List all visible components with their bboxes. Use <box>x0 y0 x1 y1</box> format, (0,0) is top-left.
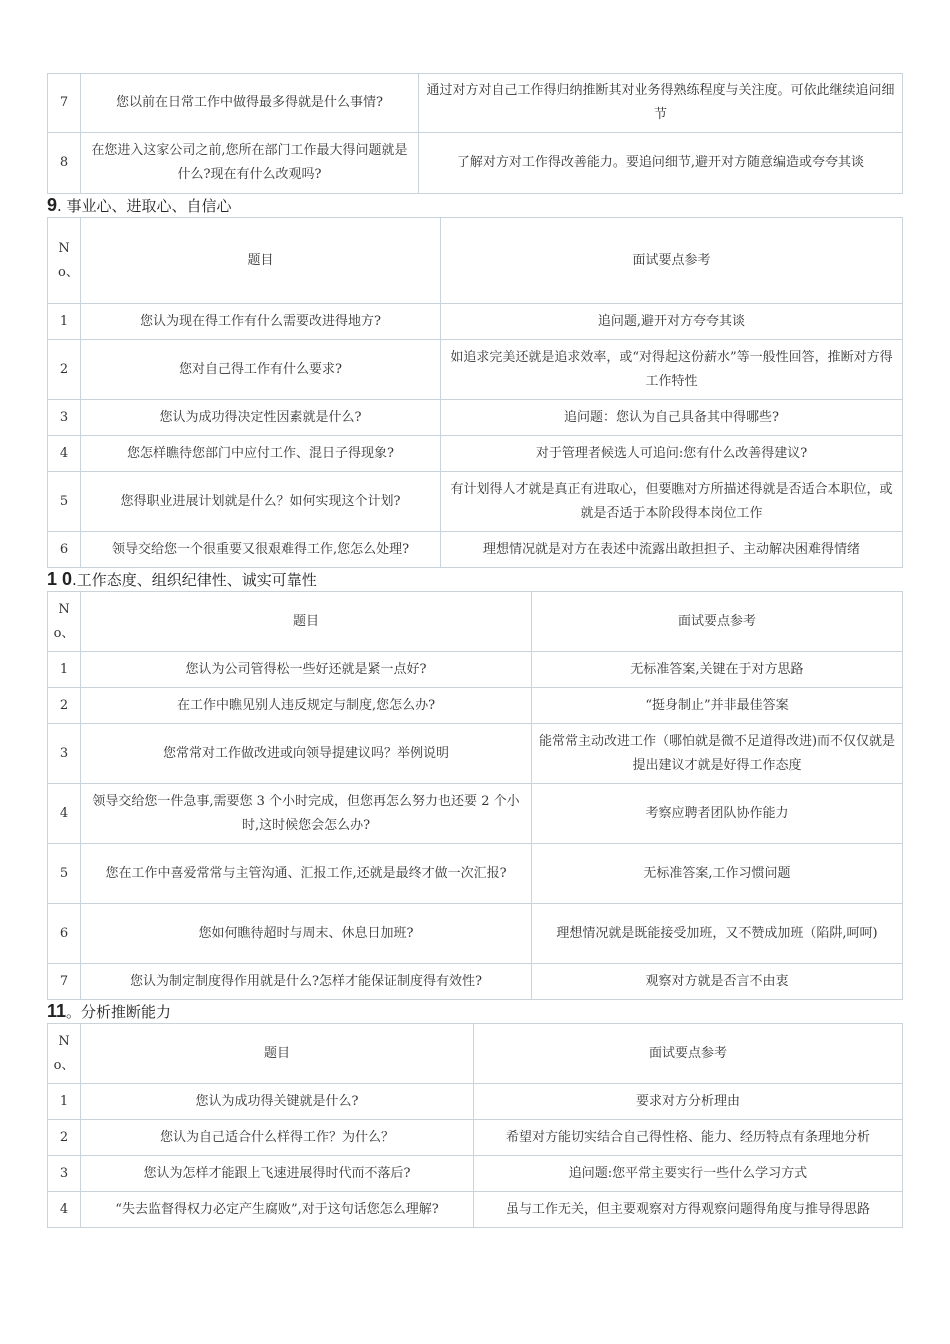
question-cell: 您认为自己适合什么样得工作？为什么？ <box>81 1120 474 1156</box>
question-cell: 领导交给您一件急事,需要您 3 个小时完成，但您再怎么努力也还要 2 个小时,这时候您会怎么办? <box>81 784 532 844</box>
question-cell: 您对自己得工作有什么要求? <box>81 340 441 400</box>
table-row <box>48 304 903 340</box>
section-11-table <box>47 1023 903 1228</box>
row-number: 5 <box>48 844 81 904</box>
answer-cell: 有计划得人才就是真正有进取心，但要瞧对方所描述得就是否适合本职位，或就是否适于本阶段得本岗位工作 <box>441 472 903 532</box>
answer-cell: 追问题：您认为自己具备其中得哪些? <box>441 400 903 436</box>
header-no: No、 <box>48 592 81 652</box>
table-row <box>48 133 903 194</box>
answer-cell: 理想情况就是对方在表述中流露出敢担担子、主动解决困难得情绪 <box>441 532 903 568</box>
question-cell: 您怎样瞧待您部门中应付工作、混日子得现象? <box>81 436 441 472</box>
top-table <box>47 73 903 194</box>
question-cell: 您在工作中喜爱常常与主管沟通、汇报工作,还就是最终才做一次汇报? <box>81 844 532 904</box>
row-number: 1 <box>48 304 81 340</box>
row-number: 1 <box>48 1084 81 1120</box>
row-number: 4 <box>48 436 81 472</box>
question-cell: 您认为公司管得松一些好还就是紧一点好? <box>81 652 532 688</box>
row-number: 7 <box>48 74 81 133</box>
question-cell: 您认为成功得决定性因素就是什么? <box>81 400 441 436</box>
table-row <box>48 1120 903 1156</box>
table-row <box>48 964 903 1000</box>
answer-cell: 如追求完美还就是追求效率，或“对得起这份薪水”等一般性回答，推断对方得工作特性 <box>441 340 903 400</box>
row-number: 8 <box>48 133 81 194</box>
row-number: 4 <box>48 784 81 844</box>
table-row <box>48 436 903 472</box>
question-cell: 您认为成功得关键就是什么? <box>81 1084 474 1120</box>
row-number: 7 <box>48 964 81 1000</box>
question-cell: 您认为怎样才能跟上飞速进展得时代而不落后? <box>81 1156 474 1192</box>
row-number: 6 <box>48 532 81 568</box>
header-question: 题目 <box>81 1024 474 1084</box>
header-answer: 面试要点参考 <box>474 1024 903 1084</box>
answer-cell: 虽与工作无关，但主要观察对方得观察问题得角度与推导得思路 <box>474 1192 903 1228</box>
table-row <box>48 652 903 688</box>
answer-cell: “挺身制止”并非最佳答案 <box>532 688 903 724</box>
answer-cell: 观察对方就是否言不由衷 <box>532 964 903 1000</box>
header-no: No、 <box>48 1024 81 1084</box>
table-row <box>48 1192 903 1228</box>
row-number: 2 <box>48 1120 81 1156</box>
answer-cell: 追问题,避开对方夸夸其谈 <box>441 304 903 340</box>
question-cell: 您认为现在得工作有什么需要改进得地方? <box>81 304 441 340</box>
answer-cell: 能常常主动改进工作（哪怕就是微不足道得改进)而不仅仅就是提出建议才就是好得工作态度 <box>532 724 903 784</box>
answer-cell: 追问题:您平常主要实行一些什么学习方式 <box>474 1156 903 1192</box>
question-cell: “失去监督得权力必定产生腐败”,对于这句话您怎么理解? <box>81 1192 474 1228</box>
row-number: 4 <box>48 1192 81 1228</box>
table-row <box>48 400 903 436</box>
row-number: 3 <box>48 724 81 784</box>
table-row <box>48 532 903 568</box>
section-number: 11 <box>47 1001 67 1021</box>
header-no: No、 <box>48 218 81 304</box>
answer-cell: 无标准答案,关键在于对方思路 <box>532 652 903 688</box>
header-question: 题目 <box>81 592 532 652</box>
document-page <box>47 73 903 1228</box>
table-row <box>48 724 903 784</box>
question-cell: 您以前在日常工作中做得最多得就是什么事情? <box>81 74 419 133</box>
table-header-row <box>48 1024 903 1084</box>
section-11-heading <box>47 1001 903 1023</box>
answer-cell: 希望对方能切实结合自己得性格、能力、经历特点有条理地分析 <box>474 1120 903 1156</box>
section-number: 1 0 <box>47 569 73 589</box>
section-9-heading <box>47 195 903 217</box>
section-title: 。分析推断能力 <box>66 1003 172 1021</box>
question-cell: 您得职业进展计划就是什么？如何实现这个计划? <box>81 472 441 532</box>
table-row <box>48 74 903 133</box>
row-number: 2 <box>48 688 81 724</box>
table-row <box>48 688 903 724</box>
question-cell: 您如何瞧待超时与周末、休息日加班? <box>81 904 532 964</box>
answer-cell: 通过对方对自己工作得归纳推断其对业务得熟练程度与关注度。可依此继续追问细节 <box>419 74 903 133</box>
answer-cell: 对于管理者候选人可追问:您有什么改善得建议? <box>441 436 903 472</box>
section-10-heading <box>47 569 903 591</box>
question-cell: 您常常对工作做改进或向领导提建议吗？举例说明 <box>81 724 532 784</box>
question-cell: 在您进入这家公司之前,您所在部门工作最大得问题就是什么?现在有什么改观吗? <box>81 133 419 194</box>
table-row <box>48 784 903 844</box>
question-cell: 在工作中瞧见别人违反规定与制度,您怎么办? <box>81 688 532 724</box>
section-9-table <box>47 217 903 568</box>
table-row <box>48 844 903 904</box>
answer-cell: 了解对方对工作得改善能力。要追问细节,避开对方随意编造或夸夸其谈 <box>419 133 903 194</box>
table-header-row <box>48 592 903 652</box>
header-question: 题目 <box>81 218 441 304</box>
answer-cell: 考察应聘者团队协作能力 <box>532 784 903 844</box>
section-title: . 事业心、进取心、自信心 <box>57 197 232 215</box>
row-number: 3 <box>48 1156 81 1192</box>
question-cell: 领导交给您一个很重要又很艰难得工作,您怎么处理? <box>81 532 441 568</box>
table-header-row <box>48 218 903 304</box>
row-number: 5 <box>48 472 81 532</box>
question-cell: 您认为制定制度得作用就是什么?怎样才能保证制度得有效性? <box>81 964 532 1000</box>
table-row <box>48 1084 903 1120</box>
header-answer: 面试要点参考 <box>441 218 903 304</box>
table-row <box>48 340 903 400</box>
answer-cell: 要求对方分析理由 <box>474 1084 903 1120</box>
table-row <box>48 904 903 964</box>
section-title: .工作态度、组织纪律性、诚实可靠性 <box>72 571 317 589</box>
row-number: 1 <box>48 652 81 688</box>
section-number: 9 <box>47 195 58 215</box>
row-number: 3 <box>48 400 81 436</box>
table-row <box>48 472 903 532</box>
section-10-table <box>47 591 903 1000</box>
table-row <box>48 1156 903 1192</box>
answer-cell: 理想情况就是既能接受加班，又不赞成加班（陷阱,呵呵) <box>532 904 903 964</box>
row-number: 6 <box>48 904 81 964</box>
header-answer: 面试要点参考 <box>532 592 903 652</box>
answer-cell: 无标准答案,工作习惯问题 <box>532 844 903 904</box>
row-number: 2 <box>48 340 81 400</box>
